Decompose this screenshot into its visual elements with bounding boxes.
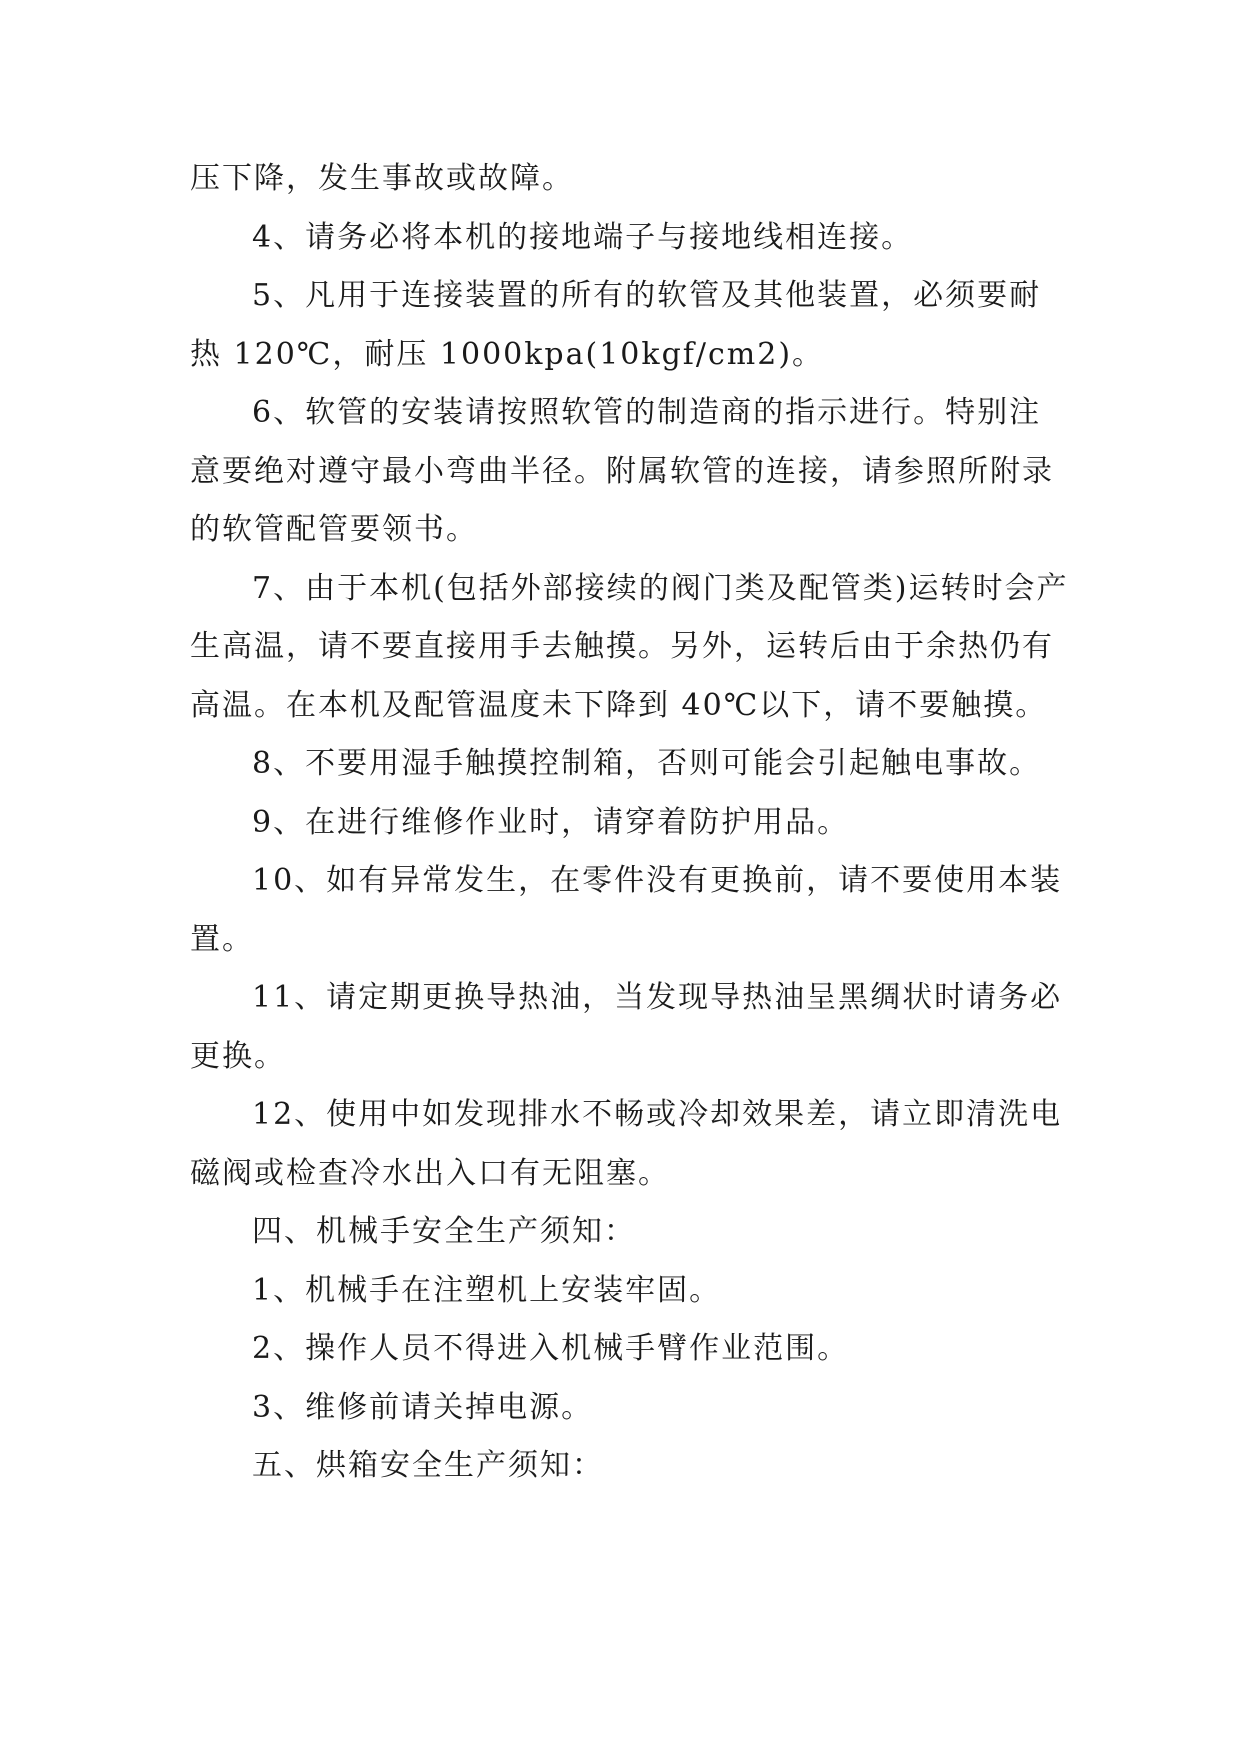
section-heading-oven: 五、烘箱安全生产须知： — [252, 1448, 604, 1483]
safety-item-10: 10、如有异常发生，在零件没有更换前，请不要使用本装置。 — [190, 863, 1063, 957]
safety-item-5: 5、凡用于连接装置的所有的软管及其他装置，必须要耐热 120℃，耐压 1000kpa(10kgf/cm2)。 — [190, 278, 1042, 372]
safety-item-8: 8、不要用湿手触摸控制箱，否则可能会引起触电事故。 — [252, 746, 1042, 781]
document-body — [190, 150, 1070, 1496]
safety-item-9: 9、在进行维修作业时，请穿着防护用品。 — [252, 804, 850, 840]
section-heading-robot-arm: 四、机械手安全生产须知： — [252, 1214, 636, 1249]
safety-item-4: 4、请务必将本机的接地端子与接地线相连接。 — [252, 219, 914, 255]
safety-item-12: 12、使用中如发现排水不畅或冷却效果差，请立即清洗电磁阀或检查冷水出入口有无阻塞。 — [190, 1097, 1063, 1191]
robot-arm-item-2: 2、操作人员不得进入机械手臂作业范围。 — [252, 1331, 850, 1366]
safety-item-11: 11、请定期更换导热油，当发现导热油呈黑绸状时请务必更换。 — [190, 980, 1063, 1074]
robot-arm-item-1: 1、机械手在注塑机上安装牢固。 — [252, 1272, 722, 1308]
robot-arm-item-3: 3、维修前请关掉电源。 — [252, 1389, 594, 1425]
safety-item-6: 6、软管的安装请按照软管的制造商的指示进行。特别注意要绝对遵守最小弯曲半径。附属软管的连接，请参照所附录的软管配管要领书。 — [190, 395, 1054, 547]
paragraph-continuation: 压下降，发生事故或故障。 — [190, 161, 574, 196]
safety-item-7: 7、由于本机(包括外部接续的阀门类及配管类)运转时会产生高温，请不要直接用手去触摸。另外，运转后由于余热仍有高温。在本机及配管温度未下降到 40℃以下，请不要触摸。 — [190, 570, 1069, 723]
